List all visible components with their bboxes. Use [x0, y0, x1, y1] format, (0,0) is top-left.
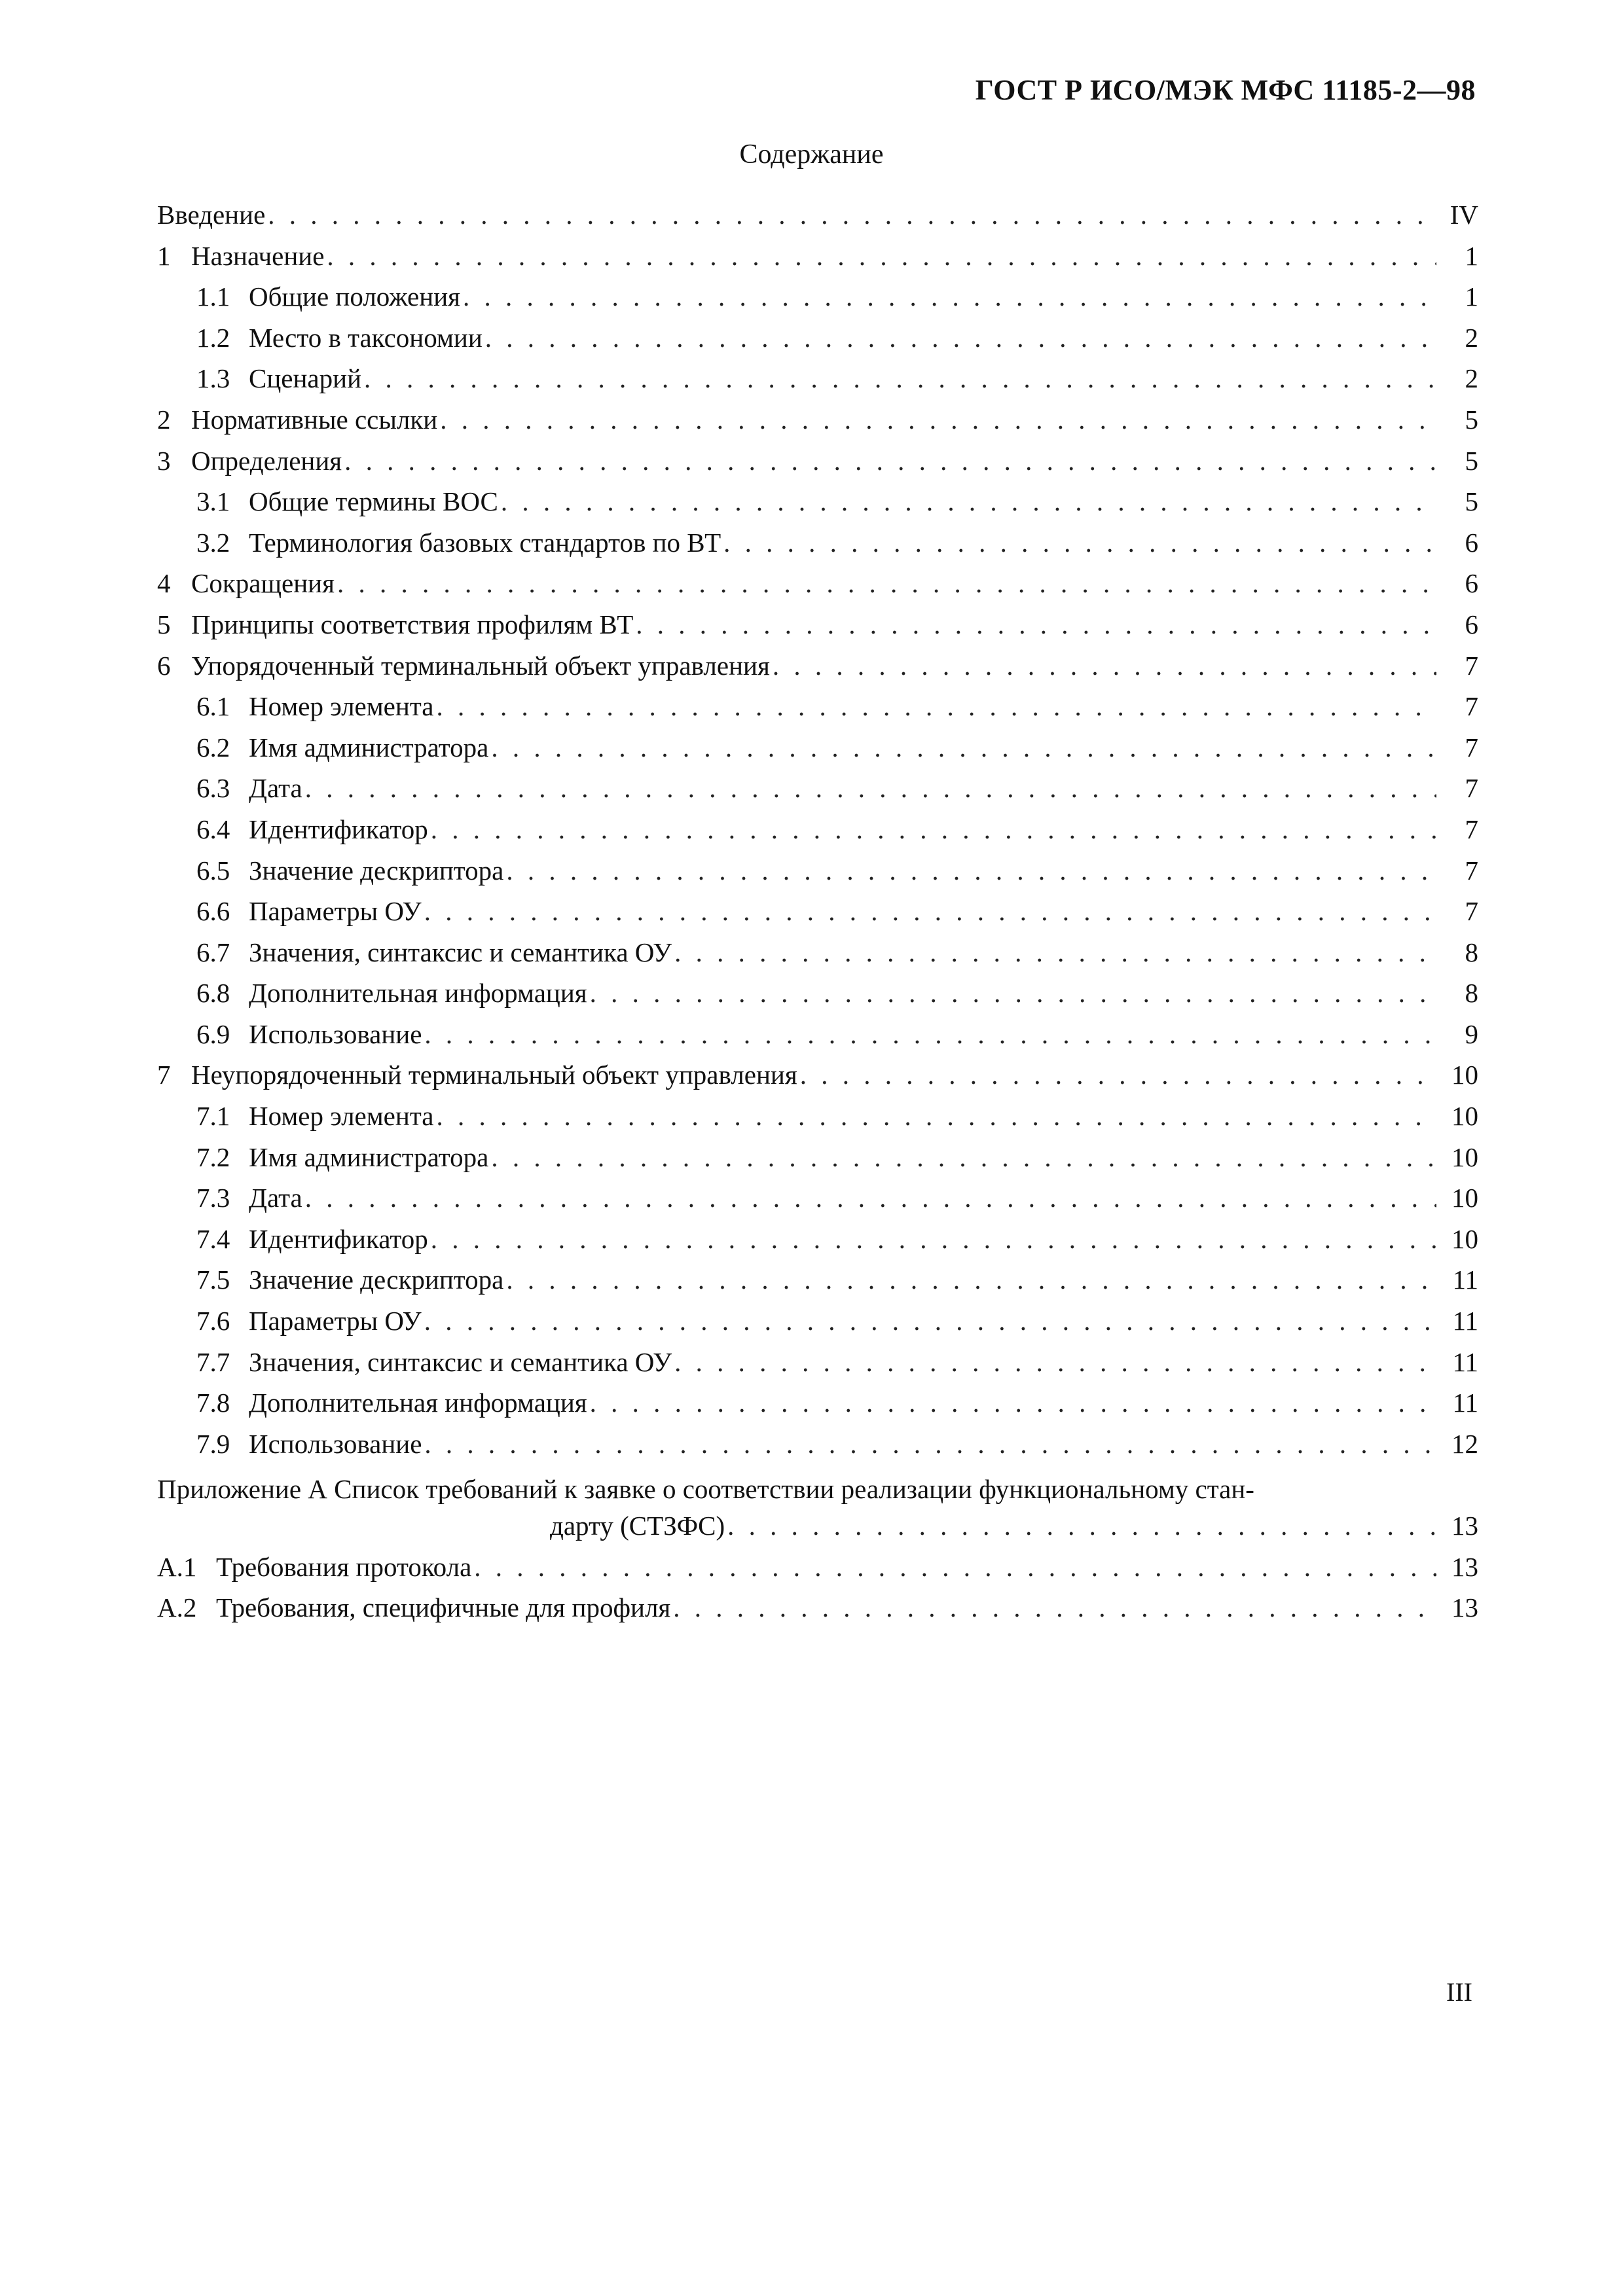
toc-leader-dots — [636, 609, 1436, 640]
toc-entry-number: 6 — [157, 650, 171, 681]
toc-entry-page: 13 — [1451, 1592, 1478, 1623]
toc-entry-title: Значение дескриптора — [249, 855, 504, 886]
toc-entry-number: 7.5 — [196, 1265, 230, 1295]
toc-entry-title: Дополнительная информация — [249, 978, 587, 1009]
toc-leader-dots — [590, 1387, 1436, 1418]
toc-entry-page: IV — [1450, 200, 1478, 230]
toc-entry-page: 6 — [1465, 527, 1478, 558]
toc-entry-number: 5 — [157, 609, 171, 639]
toc-leader-dots — [474, 1551, 1436, 1583]
toc-entry[interactable] — [157, 855, 1478, 896]
toc-entry-number: 6.6 — [196, 896, 230, 927]
toc-leader-dots — [431, 814, 1436, 845]
toc-leader-dots — [424, 1428, 1436, 1460]
toc-entry-page: 13 — [1451, 1551, 1478, 1582]
toc-entry-title: Нормативные ссылки — [191, 404, 438, 435]
toc-entry-title: Параметры ОУ — [249, 1306, 422, 1336]
toc-entry-page: 10 — [1451, 1141, 1478, 1172]
toc-entry-page: 5 — [1465, 445, 1478, 476]
toc-entry-page: 13 — [1451, 1511, 1478, 1541]
toc-entry-page: 11 — [1452, 1346, 1478, 1377]
toc-leader-dots — [440, 404, 1436, 435]
toc-leader-dots — [337, 567, 1436, 599]
toc-entry-number: 3.2 — [196, 527, 230, 558]
toc-entry[interactable] — [157, 1592, 1478, 1633]
toc-entry-number: 2 — [157, 404, 171, 435]
toc-leader-dots — [501, 486, 1436, 517]
toc-entry[interactable] — [157, 281, 1478, 322]
toc-entry[interactable] — [157, 895, 1478, 937]
toc-entry-page: 2 — [1465, 363, 1478, 394]
toc-entry-title: Значение дескриптора — [249, 1265, 504, 1295]
toc-entry[interactable] — [157, 567, 1478, 609]
toc-entry-number: 6.5 — [196, 855, 230, 886]
toc-entry-title: Требования, специфичные для профиля — [216, 1592, 671, 1623]
toc-leader-dots — [491, 1141, 1436, 1173]
toc-entry-title: Использование — [249, 1428, 422, 1459]
toc-leader-dots — [673, 1592, 1436, 1623]
toc-leader-dots — [800, 1059, 1436, 1090]
toc-entry-number: 7.8 — [196, 1388, 230, 1418]
toc-entry-title: Имя администратора — [249, 732, 489, 762]
toc-entry-title: Неупорядоченный терминальный объект управления — [191, 1060, 797, 1090]
toc-entry-title: Введение — [157, 200, 266, 230]
toc-leader-dots — [491, 732, 1436, 763]
toc-entry-page: 10 — [1451, 1060, 1478, 1090]
toc-entry-page: 11 — [1452, 1306, 1478, 1336]
toc-entry-number: 7.2 — [196, 1141, 230, 1172]
toc-entry-number: 7.3 — [196, 1183, 230, 1213]
toc-entry[interactable] — [157, 404, 1478, 445]
toc-entry[interactable] — [157, 609, 1478, 650]
toc-entry-title: Номер элемента — [249, 1101, 434, 1132]
toc-entry[interactable] — [157, 937, 1478, 978]
toc-entry-number: А.1 — [157, 1551, 197, 1582]
toc-leader-dots — [506, 1264, 1436, 1295]
toc-entry-title: Дата — [249, 773, 302, 804]
toc-entry-title: Параметры ОУ — [249, 896, 422, 927]
toc-entry-number: 3.1 — [196, 486, 230, 517]
toc-entry-number: А.2 — [157, 1592, 197, 1623]
toc-leader-dots — [674, 937, 1436, 968]
toc-leader-dots — [773, 650, 1436, 681]
toc-entry-page: 12 — [1451, 1428, 1478, 1459]
toc-entry-number: 7.9 — [196, 1428, 230, 1459]
toc-entry-title: Назначение — [191, 240, 325, 271]
toc-entry[interactable] — [157, 977, 1478, 1018]
toc-entry-title: Сокращения — [191, 568, 335, 599]
toc-entry[interactable] — [157, 486, 1478, 527]
document-header-code: ГОСТ Р ИСО/МЭК МФС 11185-2—98 — [975, 74, 1476, 106]
toc-entry-page: 6 — [1465, 609, 1478, 639]
page-number: III — [1446, 1977, 1472, 2007]
toc-leader-dots — [727, 1510, 1436, 1541]
toc-annex-entry[interactable] — [157, 1510, 1478, 1551]
toc-entry[interactable] — [157, 1428, 1478, 1469]
toc-entry[interactable] — [157, 363, 1478, 404]
toc-entry-page: 11 — [1452, 1265, 1478, 1295]
toc-leader-dots — [327, 240, 1436, 272]
toc-entry-page: 10 — [1451, 1223, 1478, 1254]
toc-entry[interactable] — [157, 1018, 1478, 1060]
toc-entry[interactable] — [157, 814, 1478, 855]
toc-entry[interactable] — [157, 1059, 1478, 1100]
toc-leader-dots — [305, 772, 1436, 804]
toc-entry[interactable] — [157, 1182, 1478, 1223]
toc-entry-number: 6.7 — [196, 937, 230, 967]
table-of-contents — [157, 199, 1478, 1633]
toc-entry[interactable] — [157, 691, 1478, 732]
toc-entry-number: 7.6 — [196, 1306, 230, 1336]
toc-entry-page: 10 — [1451, 1183, 1478, 1213]
toc-leader-dots — [674, 1346, 1436, 1378]
toc-leader-dots — [431, 1223, 1436, 1255]
toc-leader-dots — [506, 855, 1436, 886]
toc-entry-title: Определения — [191, 445, 342, 476]
toc-entry-page: 7 — [1465, 896, 1478, 927]
toc-entry-title: Место в таксономии — [249, 322, 483, 353]
toc-entry[interactable] — [157, 322, 1478, 363]
toc-entry-number: 1.1 — [196, 281, 230, 312]
toc-entry-title: Сценарий — [249, 363, 362, 394]
toc-leader-dots — [305, 1182, 1436, 1213]
toc-entry-number: 4 — [157, 568, 171, 599]
toc-entry-number: 7.1 — [196, 1101, 230, 1132]
toc-entry-number: 6.9 — [196, 1018, 230, 1049]
toc-entry-number: 7.4 — [196, 1223, 230, 1254]
toc-entry-number: 1.2 — [196, 322, 230, 353]
toc-entry-title: Упорядоченный терминальный объект управления — [191, 650, 770, 681]
toc-entry[interactable] — [157, 240, 1478, 281]
toc-leader-dots — [424, 895, 1436, 927]
toc-leader-dots — [436, 1100, 1436, 1132]
toc-entry-title: Использование — [249, 1018, 422, 1049]
toc-entry-number: 1.3 — [196, 363, 230, 394]
toc-entry-page: 10 — [1451, 1101, 1478, 1132]
toc-entry[interactable] — [157, 445, 1478, 486]
toc-entry-page: 6 — [1465, 568, 1478, 599]
toc-leader-dots — [485, 322, 1436, 353]
toc-entry-title: Идентификатор — [249, 814, 428, 844]
toc-entry-number: 6.3 — [196, 773, 230, 804]
toc-entry-number: 6.1 — [196, 691, 230, 722]
toc-entry-number: 6.2 — [196, 732, 230, 762]
toc-entry[interactable] — [157, 527, 1478, 568]
toc-entry[interactable] — [157, 650, 1478, 691]
toc-entry[interactable] — [157, 1264, 1478, 1305]
toc-entry[interactable] — [157, 772, 1478, 814]
toc-entry[interactable] — [157, 732, 1478, 773]
toc-entry-page: 7 — [1465, 732, 1478, 762]
toc-entry-title: Значения, синтаксис и семантика ОУ — [249, 1346, 672, 1377]
toc-entry[interactable] — [157, 1346, 1478, 1388]
toc-entry-page: 8 — [1465, 937, 1478, 967]
toc-leader-dots — [268, 199, 1436, 230]
toc-leader-dots — [424, 1018, 1436, 1050]
toc-entry-page: 5 — [1465, 404, 1478, 435]
toc-entry-number: 3 — [157, 445, 171, 476]
toc-leader-dots — [590, 977, 1436, 1009]
toc-entry-page: 7 — [1465, 650, 1478, 681]
toc-entry[interactable] — [157, 1100, 1478, 1141]
toc-entry-page: 7 — [1465, 773, 1478, 804]
toc-leader-dots — [344, 445, 1436, 476]
toc-entry-page: 5 — [1465, 486, 1478, 517]
toc-entry-number: 1 — [157, 240, 171, 271]
toc-entry-number: 7.7 — [196, 1346, 230, 1377]
toc-entry-page: 1 — [1465, 281, 1478, 312]
toc-entry-page: 8 — [1465, 978, 1478, 1009]
toc-entry-page: 7 — [1465, 691, 1478, 722]
toc-entry-page: 2 — [1465, 322, 1478, 353]
toc-entry-title: Требования протокола — [216, 1551, 472, 1582]
toc-title: Содержание — [739, 139, 884, 170]
toc-entry-title: Терминология базовых стандартов по ВТ — [249, 527, 721, 558]
toc-leader-dots — [424, 1305, 1436, 1336]
toc-entry-title: Номер элемента — [249, 691, 434, 722]
toc-entry-page: 9 — [1465, 1018, 1478, 1049]
toc-entry-title: Имя администратора — [249, 1141, 489, 1172]
toc-entry[interactable] — [157, 1551, 1478, 1592]
toc-entry-title: Общие положения — [249, 281, 460, 312]
toc-entry-number: 6.8 — [196, 978, 230, 1009]
toc-entry-number: 7 — [157, 1060, 171, 1090]
toc-annex-heading[interactable]: Приложение А Список требований к заявке о соответствии реализации функциональному стан- — [157, 1474, 1254, 1505]
toc-leader-dots — [463, 281, 1436, 312]
toc-entry[interactable] — [157, 1305, 1478, 1346]
toc-entry-title: Значения, синтаксис и семантика ОУ — [249, 937, 672, 967]
toc-entry-page: 1 — [1465, 240, 1478, 271]
toc-leader-dots — [364, 363, 1436, 394]
toc-entry[interactable] — [157, 1387, 1478, 1428]
toc-entry-number: 6.4 — [196, 814, 230, 844]
toc-entry-title: Принципы соответствия профилям ВТ — [191, 609, 634, 639]
toc-entry[interactable] — [157, 1223, 1478, 1265]
toc-entry[interactable] — [157, 1141, 1478, 1183]
toc-entry-title: Общие термины ВОС — [249, 486, 498, 517]
toc-entry-title: Дата — [249, 1183, 302, 1213]
toc-entry-title: Идентификатор — [249, 1223, 428, 1254]
toc-entry-title: Дополнительная информация — [249, 1388, 587, 1418]
toc-entry-page: 7 — [1465, 855, 1478, 886]
toc-leader-dots — [436, 691, 1436, 722]
toc-leader-dots — [723, 527, 1436, 558]
toc-entry[interactable] — [157, 199, 1478, 240]
toc-entry-page: 7 — [1465, 814, 1478, 844]
toc-entry-title: дарту (СТЗФС) — [550, 1511, 725, 1541]
toc-entry-page: 11 — [1452, 1388, 1478, 1418]
